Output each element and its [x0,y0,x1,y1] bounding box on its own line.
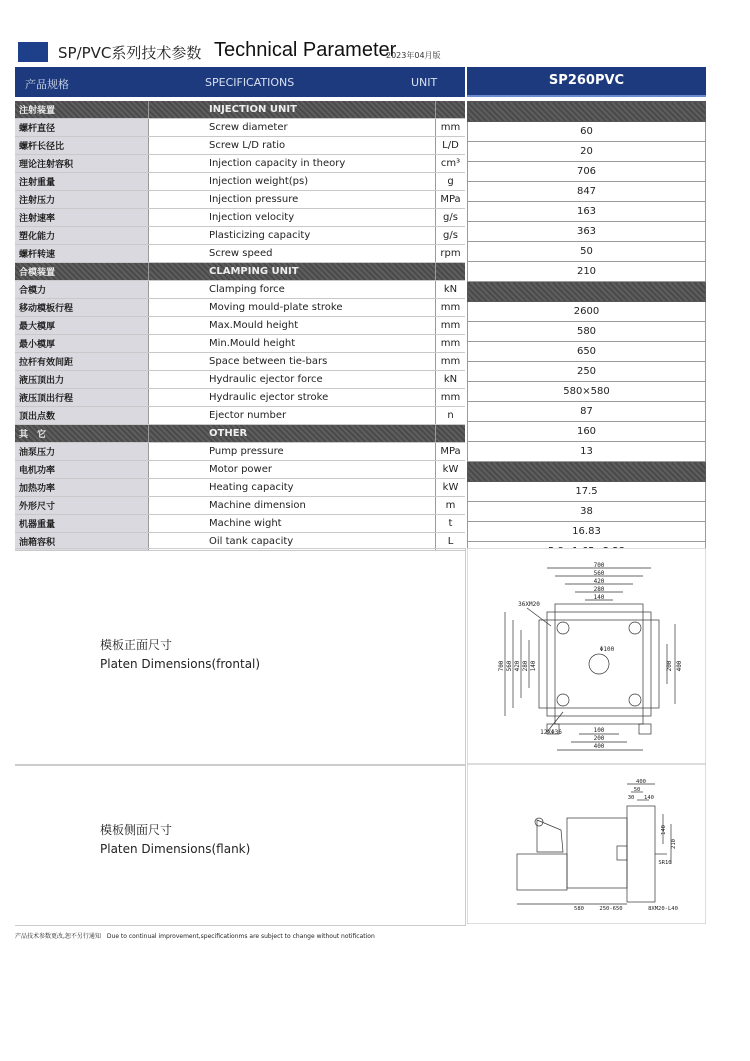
spec-unit: kW [436,461,466,479]
spec-label-en: Hydraulic ejector stroke [149,389,436,407]
spec-label-cn: 最小模厚 [15,335,149,353]
spec-value: 13 [468,442,706,462]
dim-r200: 200 [666,660,673,672]
column-spec-cn: 产品规格 [25,78,69,91]
spec-row [15,389,465,407]
spec-row [15,443,465,461]
spec-value: 20 [468,142,706,162]
spec-value: 2600 [468,302,706,322]
spec-unit: mm [436,317,466,335]
spec-label-en: Hydraulic ejector force [149,371,436,389]
spec-label-cn: 电机功率 [15,461,149,479]
spec-row [15,137,465,155]
dim-b400: 400 [593,743,605,750]
spec-row [15,479,465,497]
edition-date: 2023年04月版 [386,51,441,60]
value-row [468,382,706,402]
spec-unit: mm [436,119,466,137]
spec-unit: mm [436,353,466,371]
spec-label-cn: 螺杆转速 [15,245,149,263]
flank-label [100,821,250,859]
spec-value: 650 [468,342,706,362]
header-color-block [18,42,48,62]
spec-label-cn: 移动模板行程 [15,299,149,317]
spec-row [15,371,465,389]
value-row [468,342,706,362]
flank-label-en: Platen Dimensions(flank) [100,842,251,856]
spec-label-en: Injection velocity [149,209,436,227]
section-row [15,425,465,443]
value-row [468,442,706,462]
value-row [468,182,706,202]
spec-label-cn: 加热功率 [15,479,149,497]
spec-value: 250 [468,362,706,382]
dim-w420: 420 [593,578,605,585]
column-spec-en: SPECIFICATIONS [205,76,295,89]
value-row [468,282,706,302]
spec-label-cn: 液压顶出力 [15,371,149,389]
spec-row [15,173,465,191]
spec-label-en: Max.Mould height [149,317,436,335]
dim-screw: 36XM20 [518,601,540,608]
value-row [468,502,706,522]
spec-value: 17.5 [468,482,706,502]
spec-unit: g/s [436,227,466,245]
title-english: Technical Parameter [214,39,397,61]
spec-value: 847 [468,182,706,202]
spec-label-cn: 其 它 [15,425,149,443]
spec-row [15,317,465,335]
value-row [468,422,706,442]
spec-label-en: Injection capacity in theory [149,155,436,173]
value-row [468,262,706,282]
spec-value: 363 [468,222,706,242]
spec-label-en: Screw L/D ratio [149,137,436,155]
flank-dim-r140: 140 [661,825,667,835]
spec-value: 163 [468,202,706,222]
value-row [468,122,706,142]
footnote: 产品技术参数更改,恕不另行通知 Due to continual improvement,specificationms are subject to change without notification [15,933,375,940]
flank-dim-t140: 140 [644,795,654,801]
model-header: SP260PVC [467,67,706,97]
spec-label-en: Motor power [149,461,436,479]
spec-label-cn: 油泵压力 [15,443,149,461]
spec-unit [436,263,466,281]
spec-label-en: Injection weight(ps) [149,173,436,191]
spec-label-cn: 顶出点数 [15,407,149,425]
spec-row [15,407,465,425]
flank-drawing [467,764,706,924]
flank-dim-r210: 210 [671,839,677,849]
flank-label-cn: 模板侧面尺寸 [100,823,173,837]
dim-h280: 280 [522,660,529,672]
value-row [468,142,706,162]
spec-row [15,155,465,173]
spec-row [15,227,465,245]
spec-label-en: Ejector number [149,407,436,425]
column-header-bar [15,67,465,97]
spec-label-cn: 塑化能力 [15,227,149,245]
spec-row [15,245,465,263]
spec-label-en: INJECTION UNIT [149,101,436,119]
spec-label-cn: 最大模厚 [15,317,149,335]
spec-row [15,209,465,227]
spec-value: 706 [468,162,706,182]
section-row [15,263,465,281]
value-row [468,482,706,502]
dim-r400: 400 [676,660,683,672]
dim-ejector: 12XΦ36 [540,729,562,736]
flank-dim-t50: 50 [633,787,641,793]
frontal-label-en: Platen Dimensions(frontal) [100,657,261,671]
spec-label-cn: 液压顶出行程 [15,389,149,407]
spec-value: 16.83 [468,522,706,542]
spec-label-en: Injection pressure [149,191,436,209]
flank-dim-b580: 580 [574,906,584,912]
spec-unit: mm [436,299,466,317]
spec-label-cn: 合模力 [15,281,149,299]
frontal-drawing [467,548,706,764]
spec-label-en: Plasticizing capacity [149,227,436,245]
value-row [468,242,706,262]
value-row [468,202,706,222]
spec-value: 87 [468,402,706,422]
spec-label-en: Clamping force [149,281,436,299]
spec-value: 38 [468,502,706,522]
spec-unit: g/s [436,209,466,227]
spec-value [468,282,706,302]
spec-label-en: Min.Mould height [149,335,436,353]
flank-dim-t30: 30 [627,795,635,801]
value-row [468,362,706,382]
spec-label-en: Screw diameter [149,119,436,137]
spec-value [468,462,706,482]
dim-h560: 560 [506,660,513,672]
spec-unit: kN [436,281,466,299]
column-unit: UNIT [411,76,438,89]
value-row [468,322,706,342]
spec-row [15,515,465,533]
spec-unit: mm [436,389,466,407]
spec-label-en: OTHER [149,425,436,443]
spec-label-cn: 螺杆直径 [15,119,149,137]
flank-dim-t400: 400 [636,779,646,785]
spec-unit: m [436,497,466,515]
spec-label-cn: 注射重量 [15,173,149,191]
spec-value: 580×580 [468,382,706,402]
dim-w140: 140 [593,594,605,601]
flank-dim-sr: SR10 [658,860,672,866]
title-chinese: SP/PVC系列技术参数 [58,44,202,62]
spec-unit: kW [436,479,466,497]
dim-w560: 560 [593,570,605,577]
dim-b100: 100 [593,727,605,734]
dim-h420: 420 [514,660,521,672]
flank-dim-b250: 250-650 [599,906,623,912]
spec-label-cn: 注射装置 [15,101,149,119]
dim-b200: 200 [593,735,605,742]
value-row [468,302,706,322]
spec-row [15,299,465,317]
spec-row [15,335,465,353]
spec-unit: MPa [436,191,466,209]
spec-unit: MPa [436,443,466,461]
spec-row [15,353,465,371]
spec-label-en: Heating capacity [149,479,436,497]
spec-label-en: CLAMPING UNIT [149,263,436,281]
spec-label-en: Screw speed [149,245,436,263]
value-row [468,402,706,422]
spec-unit: t [436,515,466,533]
spec-row [15,461,465,479]
dim-w280: 280 [593,586,605,593]
frontal-label [100,636,260,674]
spec-unit: n [436,407,466,425]
value-row [468,162,706,182]
spec-label-en: Pump pressure [149,443,436,461]
spec-unit: g [436,173,466,191]
spec-label-en: Space between tie-bars [149,353,436,371]
spec-unit: L/D [436,137,466,155]
spec-row [15,191,465,209]
spec-row [15,119,465,137]
frontal-label-cn: 模板正面尺寸 [100,638,173,652]
spec-label-cn: 机器重量 [15,515,149,533]
spec-label-cn: 油箱容积 [15,533,149,551]
spec-label-cn: 理论注射容积 [15,155,149,173]
spec-value: 50 [468,242,706,262]
spec-row [15,281,465,299]
spec-table [15,101,465,551]
dim-w700: 700 [593,562,605,569]
spec-value: 60 [468,122,706,142]
spec-label-cn: 拉杆有效间距 [15,353,149,371]
value-row [468,522,706,542]
spec-label-en: Machine wight [149,515,436,533]
value-table [467,101,706,602]
value-row [468,102,706,122]
dim-hole: Φ100 [599,646,615,653]
section-row [15,101,465,119]
spec-unit: mm [436,335,466,353]
spec-value: 210 [468,262,706,282]
spec-unit [436,425,466,443]
spec-label-cn: 注射压力 [15,191,149,209]
spec-value [468,102,706,122]
dim-h140: 140 [530,660,537,672]
value-row [468,222,706,242]
spec-unit: L [436,533,466,551]
spec-unit: cm³ [436,155,466,173]
spec-value: 160 [468,422,706,442]
spec-label-en: Moving mould-plate stroke [149,299,436,317]
spec-unit: rpm [436,245,466,263]
spec-value: 580 [468,322,706,342]
spec-label-en: Machine dimension [149,497,436,515]
spec-label-en: Oil tank capacity [149,533,436,551]
spec-label-cn: 螺杆长径比 [15,137,149,155]
dim-h700: 700 [498,660,505,672]
spec-row [15,497,465,515]
spec-unit [436,101,466,119]
spec-label-cn: 外形尺寸 [15,497,149,515]
flank-dim-b8x: 8XM20-L40 [648,906,678,912]
value-row [468,462,706,482]
spec-label-cn: 注射速率 [15,209,149,227]
spec-label-cn: 合模装置 [15,263,149,281]
spec-unit: kN [436,371,466,389]
